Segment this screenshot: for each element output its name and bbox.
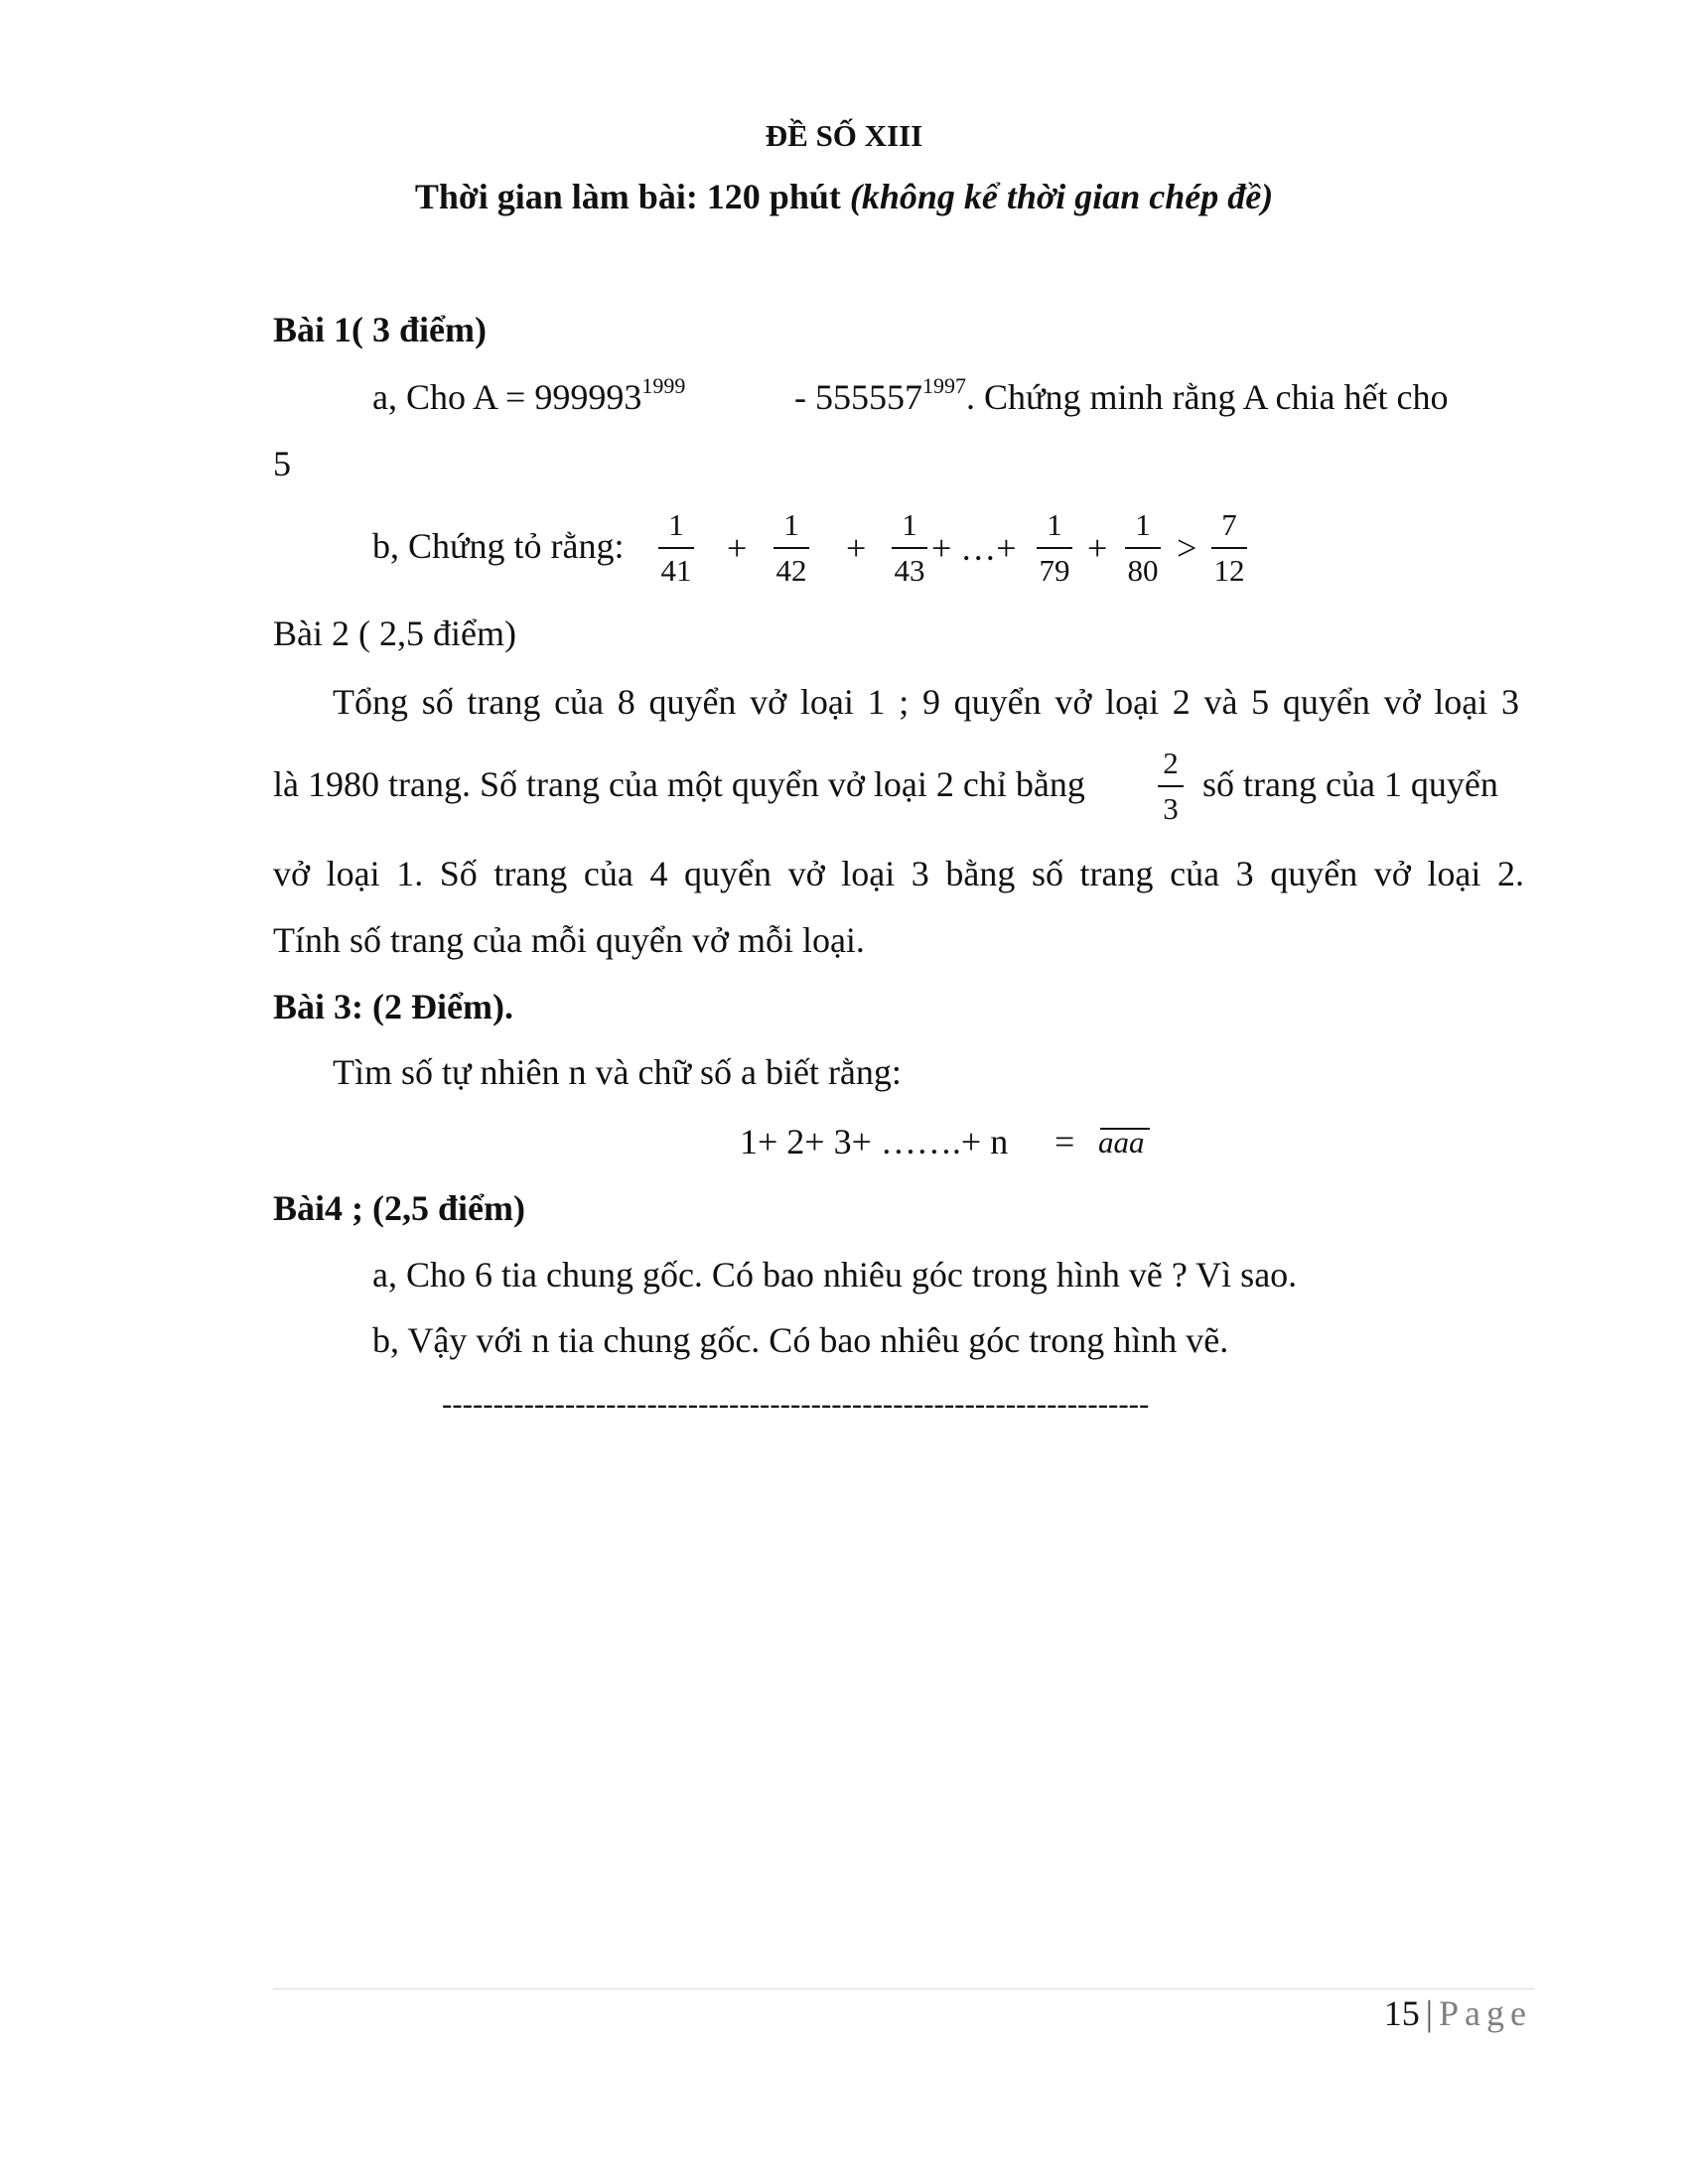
bai1-b-fraction-4	[1037, 506, 1072, 590]
page-number: 15	[1383, 1993, 1420, 2033]
bai1-a-prefix: a, Cho A = 999993	[372, 377, 642, 417]
bai4-title: Bài4 ; (2,5 điểm)	[273, 1188, 525, 1228]
fraction-denominator: 79	[1039, 553, 1070, 588]
bai1-b-fraction-3	[892, 506, 927, 590]
bai2-title: Bài 2 ( 2,5 điểm)	[273, 614, 516, 653]
fraction-denominator: 12	[1213, 553, 1245, 588]
bai1-b-fraction-2	[774, 506, 809, 590]
bai1-b-fraction-5	[1125, 506, 1161, 590]
fraction-denominator: 43	[894, 553, 925, 588]
footer-rule	[273, 1988, 1534, 1989]
bai1-b-op-3: + …+	[931, 528, 1017, 568]
fraction-numerator: 7	[1221, 507, 1237, 542]
bai1-a-part2	[794, 375, 1448, 424]
fraction-numerator: 1	[1135, 507, 1151, 542]
bai1-title: Bài 1( 3 điểm)	[273, 310, 487, 349]
fraction-numerator: 1	[783, 507, 799, 542]
bai1-a-wrap: 5	[273, 444, 291, 483]
bai1-a-mid: - 555557	[794, 377, 922, 417]
bai3-eq-right: aaa	[1098, 1125, 1145, 1160]
bai1-a-part1	[372, 375, 685, 424]
exam-title: ĐỀ SỐ XIII	[765, 118, 923, 153]
bai1-b-fraction-1	[658, 506, 694, 590]
bai3-title: Bài 3: (2 Điểm).	[273, 987, 513, 1026]
bai1-b-op-1: +	[727, 528, 748, 568]
bai2-line3: vở loại 1. Số trang của 4 quyển vở loại 3 bằng số trang của 3 quyển vở loại 2.	[273, 854, 1524, 893]
dashed-separator: ---------------------------------------------------------------------	[442, 1386, 1150, 1421]
bai1-a-suffix: . Chứng minh rằng A chia hết cho	[966, 377, 1449, 417]
bai2-fraction	[1158, 745, 1184, 828]
bai4-b: b, Vậy với n tia chung gốc. Có bao nhiêu góc trong hình vẽ.	[372, 1320, 1229, 1360]
bai1-b-prefix: b, Chứng tỏ rằng:	[372, 526, 625, 566]
exam-time-line	[0, 175, 1688, 218]
bai1-a-exponent2: 1997	[922, 373, 966, 398]
page-separator: |	[1425, 1993, 1434, 2033]
time-bold: Thời gian làm bài: 120 phút	[414, 177, 841, 216]
bai3-line1: Tìm số tự nhiên n và chữ số a biết rằng:	[333, 1052, 902, 1092]
bai3-eq-sign: =	[1055, 1122, 1075, 1161]
bai2-line2-pre: là 1980 trang. Số trang của một quyển vở loại 2 chỉ bằng	[273, 764, 1085, 804]
fraction-denominator: 80	[1127, 553, 1159, 588]
page-footer	[1384, 1991, 1532, 2035]
time-italic: (không kể thời gian chép đề)	[849, 177, 1274, 216]
fraction-numerator: 1	[1047, 507, 1062, 542]
page-label: Page	[1439, 1993, 1532, 2033]
bai3-eq-left: 1+ 2+ 3+ …….+ n	[740, 1122, 1009, 1161]
bai2-line2-post: số trang của 1 quyển	[1202, 764, 1498, 804]
fraction-denominator: 41	[660, 553, 692, 588]
bai1-a-exponent1: 1999	[641, 373, 686, 398]
fraction-numerator: 1	[902, 507, 917, 542]
bai2-line1: Tổng số trang của 8 quyển vở loại 1 ; 9 quyển vở loại 2 và 5 quyển vở loại 3	[333, 682, 1519, 722]
fraction-numerator: 1	[668, 507, 684, 542]
bai2-line4: Tính số trang của mỗi quyển vở mỗi loại.	[273, 920, 865, 960]
bai1-b-op-2: +	[846, 528, 867, 568]
fraction-denominator: 42	[775, 553, 807, 588]
fraction-numerator: 2	[1163, 746, 1179, 780]
bai4-a: a, Cho 6 tia chung gốc. Có bao nhiêu góc trong hình vẽ ? Vì sao.	[372, 1255, 1298, 1295]
bai1-b-op-4: +	[1087, 528, 1108, 568]
bai1-b-fraction-6	[1211, 506, 1247, 590]
bai1-b-op-5: >	[1177, 528, 1197, 568]
fraction-denominator: 3	[1163, 791, 1179, 826]
